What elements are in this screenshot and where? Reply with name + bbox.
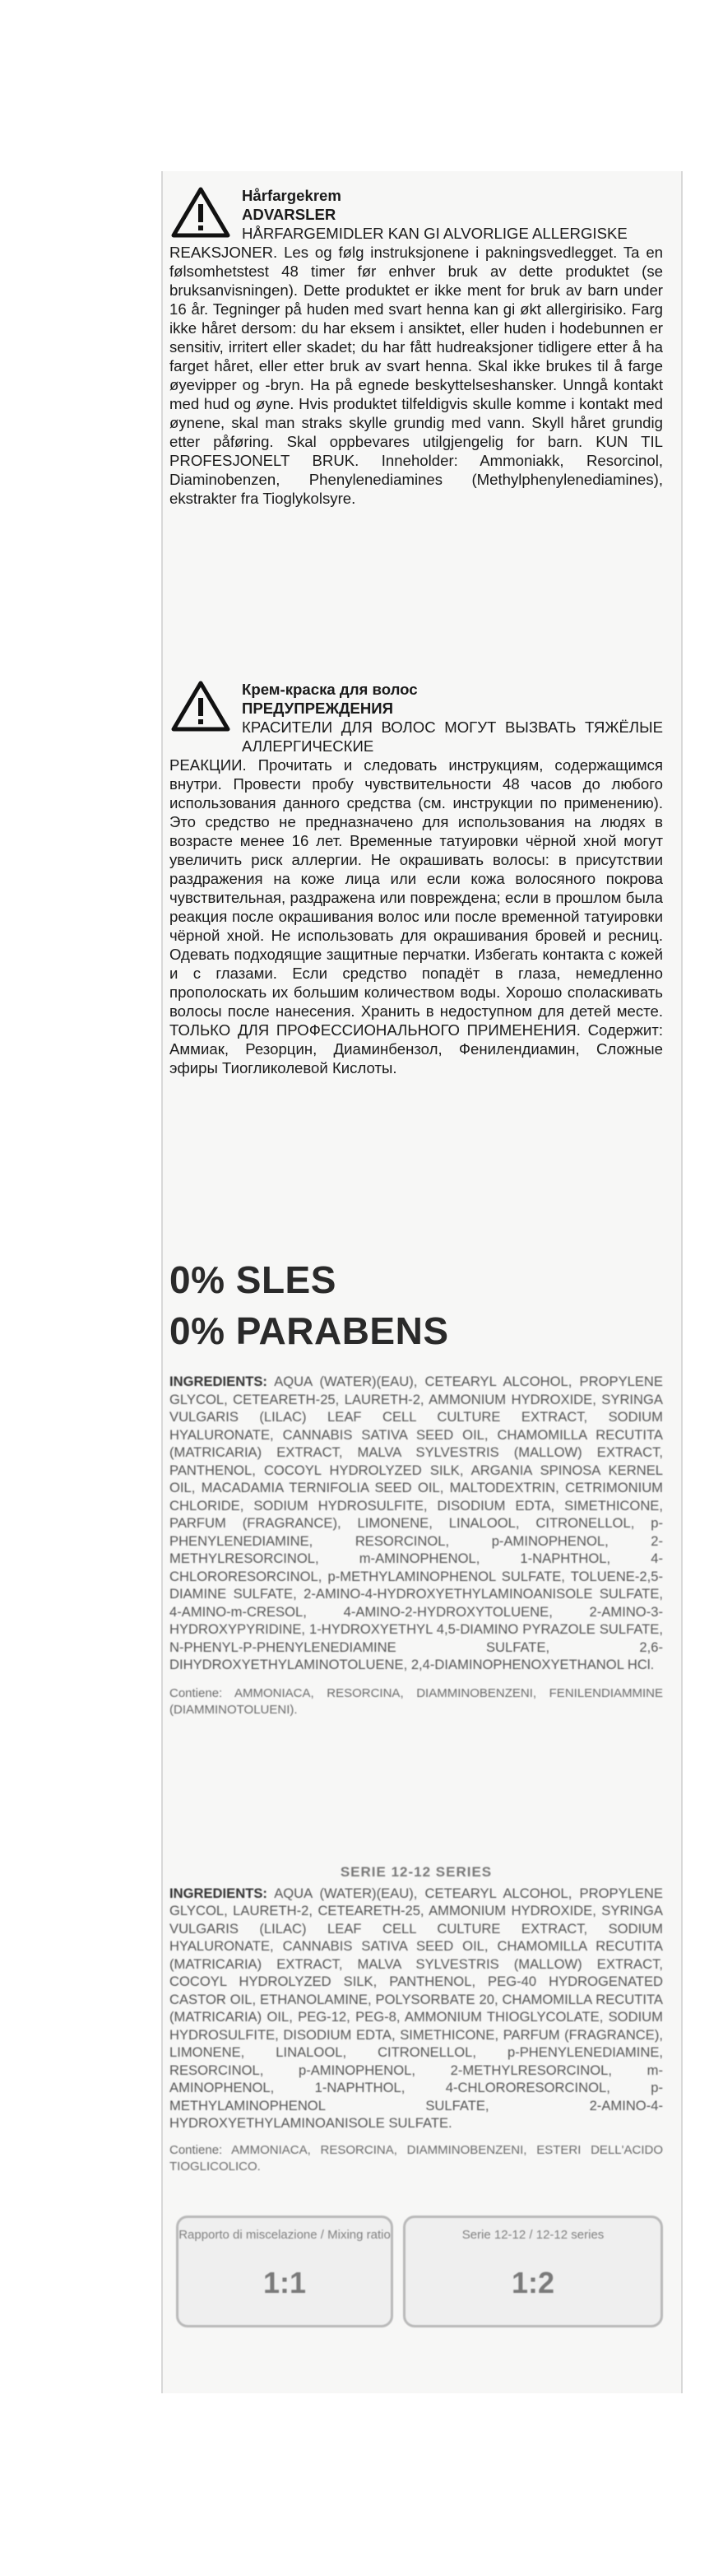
ratio-value: 1:2: [511, 2266, 555, 2299]
ingredients-contains: Contiene: AMMONIACA, RESORCINA, DIAMMINOBENZENI, ESTERI DELL'ACIDO TIOGLICOLICO.: [169, 2142, 663, 2174]
warning-lead: HÅRFARGEMIDLER KAN GI ALVORLIGE ALLERGISKE: [242, 225, 628, 242]
warning-triangle-icon: [171, 186, 230, 239]
ratio-label: Rapporto di miscelazione / Mixing ratio: [178, 2228, 391, 2242]
warning-label: ПРЕДУПРЕЖДЕНИЯ: [242, 700, 393, 717]
ingredients-label: INGREDIENTS:: [169, 1374, 267, 1389]
claim-parabens: 0% PARABENS: [169, 1309, 449, 1352]
warning-russian: [169, 680, 663, 1077]
warning-body: REAKSJONER. Les og følg instruksjonene i pakningsvedlegget. Ta en følsomhetstest 48 timer før enhver bruk av dette produktet (se bruksanvisningen). Dette produktet er ikke ment for bruk av barn under 16 år. Tegninger på huden med svart henna kan gi økt allergirisiko. Farg ikke håret dersom: du har eksem i ansiktet, eller huden i hodebunnen er sensitiv, irritert eller skadet; du har fått hudreaksjoner tidligere etter å ha farget håret, eller etter bruk av svart henna. Skal ikke brukes til å farge øyevipper og -bryn. Ha på egnede beskyttelseshansker. Unngå kontakt med hud og øyne. Hvis produktet tilfeldigvis skulle komme i kontakt med øynene, skal man straks skylle grundig med vann. Skyll håret grundig etter påføring. Skal oppbevares utilgjengelig for barn. KUN TIL PROFESJONELT BRUK. Inneholder: Ammoniakk, Resorcinol, Diaminobenzen, Phenylenediamines (Methylphenylenediamines), ekstrakter fra Tioglykolsyre.: [169, 244, 663, 507]
mixing-ratio-box: [176, 2216, 393, 2327]
warning-norwegian: [169, 186, 663, 508]
serie-title: SERIE 12-12 SERIES: [340, 1864, 493, 1880]
ingredients-text: AQUA (WATER)(EAU), CETEARYL ALCOHOL, PROPYLENE GLYCOL, CETEARETH-25, LAURETH-2, AMMONIUM HYDROXIDE, SYRINGA VULGARIS (LILAC) LEAF CELL CULTURE EXTRACT, SODIUM HYALURONATE, CANNABIS SATIVA SEED OIL, CHAMOMILLA RECUTITA (MATRICARIA) EXTRACT, MALVA SYLVESTRIS (MALLOW) EXTRACT, PANTHENOL, COCOYL HYDROLYZED SILK, ARGANIA SPINOSA KERNEL OIL, MACADAMIA TERNIFOLIA SEED OIL, MALTODEXTRIN, CETRIMONIUM CHLORIDE, SODIUM HYDROSULFITE, DISODIUM EDTA, SIMETHICONE, PARFUM (FRAGRANCE), LIMONENE, LINALOOL, CITRONELLOL, p-PHENYLENEDIAMINE, RESORCINOL, p-AMINOPHENOL, 2-METHYLRESORCINOL, m-AMINOPHENOL, 1-NAPHTHOL, 4-CHLORORESORCINOL, p-METHYLAMINOPHENOL SULFATE, TOLUENE-2,5-DIAMINE SULFATE, 2-AMINO-4-HYDROXYETHYLAMINOANISOLE SULFATE, 4-AMINO-m-CRESOL, 4-AMINO-2-HYDROXYTOLUENE, 2-AMINO-3-HYDROXYPYRIDINE, 1-HYDROXYETHYL 4,5-DIAMINO PYRAZOLE SULFATE, N-PHENYL-P-PHENYLENEDIAMINE SULFATE, 2,6-DIHYDROXYETHYLAMINOTOLUENE, 2,4-DIAMINOPHENOXYETHANOL HCl.: [169, 1374, 663, 1672]
ingredients-contains: Contiene: AMMONIACA, RESORCINA, DIAMMINOBENZENI, FENILENDIAMMINE (DIAMMINOTOLUENI).: [169, 1686, 663, 1717]
ratio-value: 1:1: [262, 2266, 307, 2299]
ingredients-serie: [169, 1863, 663, 2175]
ingredients-text: AQUA (WATER)(EAU), CETEARYL ALCOHOL, PROPYLENE GLYCOL, LAURETH-2, CETEARETH-25, AMMONIUM HYDROXIDE, SYRINGA VULGARIS (LILAC) LEAF CELL CULTURE EXTRACT, SODIUM HYALURONATE, CANNABIS SATIVA SEED OIL, CHAMOMILLA RECUTITA (MATRICARIA) EXTRACT, MALVA SYLVESTRIS (MALLOW) EXTRACT, COCOYL HYDROLYZED SILK, PANTHENOL, PEG-40 HYDROGENATED CASTOR OIL, ETHANOLAMINE, POLYSORBATE 20, CHAMOMILLA RECUTITA (MATRICARIA) OIL, PEG-12, PEG-8, AMMONIUM THIOGLYCOLATE, SODIUM HYDROSULFITE, DISODIUM EDTA, SIMETHICONE, PARFUM (FRAGRANCE), LIMONENE, LINALOOL, CITRONELLOL, p-PHENYLENEDIAMINE, RESORCINOL, p-AMINOPHENOL, 2-METHYLRESORCINOL, m-AMINOPHENOL, 1-NAPHTHOL, 4-CHLORORESORCINOL, p-METHYLAMINOPHENOL SULFATE, 2-AMINO-4-HYDROXYETHYLAMINOANISOLE SULFATE.: [169, 1885, 663, 2131]
warning-title: Крем-краска для волос: [242, 681, 418, 698]
warning-body: РЕАКЦИИ. Прочитать и следовать инструкциям, содержащимся внутри. Провести пробу чувствительности 48 часов до любого использования данного средства (см. инструкции по применению). Это средство не предназначено для использования на людях в возрасте менее 16 лет. Временные татуировки чёрной хной могут увеличить риск аллергии. Не окрашивать волосы: в присутствии раздражения на коже лица или если кожа волосяного покрова чувствительная, раздражена или повреждена; если в прошлом была реакция после окрашивания волос или после временной татуировки чёрной хной. Не использовать для окрашивания бровей и ресниц. Одевать подходящие защитные перчатки. Избегать контакта с кожей и с глазами. Если средство попадёт в глаза, немедленно прополоскать их большим количеством воды. Хорошо споласкивать волосы после нанесения. Хранить в недоступном для детей месте. ТОЛЬКО ДЛЯ ПРОФЕССИОНАЛЬНОГО ПРИМЕНЕНИЯ. Содержит: Аммиак, Резорцин, Диаминбензол, Фенилендиамин, Сложные эфиры Тиогликолевой Кислоты.: [169, 756, 663, 1076]
claim-sles: 0% SLES: [169, 1258, 336, 1301]
warning-triangle-icon: [171, 680, 230, 732]
mixing-ratio-box: [403, 2216, 663, 2327]
warning-title: Hårfargekrem: [242, 187, 341, 204]
ratio-label: Serie 12-12 / 12-12 series: [461, 2228, 605, 2242]
warning-label: ADVARSLER: [242, 206, 336, 223]
warning-lead: КРАСИТЕЛИ ДЛЯ ВОЛОС МОГУТ ВЫЗВАТЬ ТЯЖЁЛЫЕ АЛЛЕРГИЧЕСКИЕ: [242, 718, 663, 755]
ingredients-label: INGREDIENTS:: [169, 1885, 267, 1901]
ingredients-main: [169, 1373, 663, 1718]
